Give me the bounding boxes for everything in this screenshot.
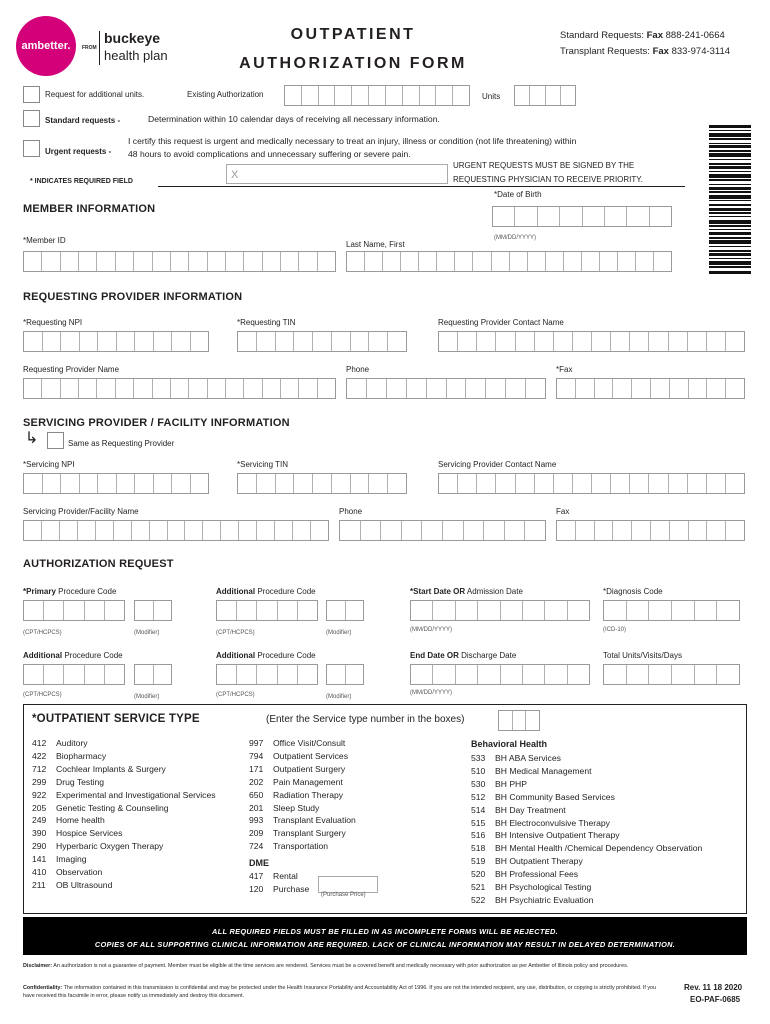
service-label: BH Medical Management — [495, 765, 592, 776]
service-type-item — [471, 894, 702, 907]
servicing-fax-input[interactable] — [556, 520, 745, 541]
service-type-item — [249, 789, 356, 802]
additional-proc-label-2: Additional Procedure Code — [23, 651, 123, 660]
transplant-fax: Transplant Requests: Fax 833-974-3114 — [560, 46, 731, 57]
dme-list — [249, 870, 309, 896]
member-name-label: Last Name, First — [346, 240, 405, 249]
revision: Rev. 11 18 2020 — [684, 983, 743, 992]
requesting-npi-input[interactable] — [23, 331, 209, 352]
urgent-label: Urgent requests - — [45, 147, 112, 156]
form-id: EO-PAF-0685 — [690, 995, 741, 1004]
urgent-text-1: I certify this request is urgent and medically necessary to treat an injury, illness or condition (not life threatening) within — [128, 136, 577, 146]
service-code: 417 — [249, 871, 264, 881]
service-type-item — [32, 802, 216, 815]
signature-x: X — [231, 169, 239, 181]
service-type-item — [471, 855, 702, 868]
service-code: 997 — [249, 738, 264, 748]
service-code: 922 — [32, 789, 47, 800]
service-type-item — [249, 840, 356, 853]
service-type-item — [249, 827, 356, 840]
auth-request-heading: AUTHORIZATION REQUEST — [23, 558, 174, 570]
service-type-item — [471, 752, 702, 765]
dob-input[interactable] — [492, 206, 672, 227]
servicing-provider-heading: SERVICING PROVIDER / FACILITY INFORMATION — [23, 417, 290, 429]
service-type-item — [32, 789, 216, 802]
service-type-item — [32, 737, 216, 750]
service-type-item — [249, 737, 356, 750]
service-code: 422 — [32, 750, 47, 761]
diagnosis-label: *Diagnosis Code — [603, 587, 663, 596]
urgent-sign-1: URGENT REQUESTS MUST BE SIGNED BY THE — [453, 161, 635, 170]
service-type-item — [32, 853, 216, 866]
member-info-heading: MEMBER INFORMATION — [23, 203, 156, 215]
additional-units-checkbox[interactable] — [23, 86, 40, 103]
service-code: 201 — [249, 802, 264, 813]
service-label: Rental — [273, 871, 298, 881]
service-label: Outpatient Surgery — [273, 763, 346, 774]
service-code: 202 — [249, 776, 264, 787]
same-as-requesting-checkbox[interactable] — [47, 432, 64, 449]
disclaimer: Disclaimer: An authorization is not a guarantee of payment. Member must be eligible at the time services are rendered. Services must be a covered benefit and medically necessary with prior authorization as per Ambetter of Illinois policy and procedures. — [23, 963, 629, 969]
existing-auth-input[interactable] — [284, 85, 470, 106]
service-label: Purchase — [273, 883, 310, 894]
service-type-item — [249, 763, 356, 776]
service-label: Drug Testing — [56, 776, 105, 787]
service-label: BH Professional Fees — [495, 869, 579, 880]
member-name-input[interactable] — [346, 251, 672, 272]
requesting-contact-label: Requesting Provider Contact Name — [438, 318, 564, 327]
primary-cpt-hint: (CPT/HCPCS) — [23, 630, 62, 636]
servicing-name-label: Servicing Provider/Facility Name — [23, 507, 139, 516]
same-as-requesting-label: Same as Requesting Provider — [68, 439, 175, 448]
purchase-price-hint: (Purchase Price) — [321, 892, 366, 898]
icd-hint: (ICD-10) — [603, 627, 627, 633]
service-label: Transplant Surgery — [273, 828, 346, 839]
service-type-item — [32, 827, 216, 840]
required-note: * INDICATES REQUIRED FIELD — [30, 178, 133, 185]
service-label: OB Ultrasound — [56, 879, 113, 890]
service-label: BH PHP — [495, 778, 527, 789]
service-code: 249 — [32, 815, 47, 826]
partner-line2: health plan — [104, 48, 168, 63]
ambetter-logo — [16, 16, 76, 76]
service-label: Transportation — [273, 841, 329, 852]
service-label: BH Electroconvulsive Therapy — [495, 817, 610, 828]
service-code: 520 — [471, 869, 486, 880]
existing-auth-label: Existing Authorization — [187, 90, 264, 99]
end-date-label: End Date OR Discharge Date — [410, 651, 517, 660]
partner-line1: buckeye — [104, 30, 161, 46]
requesting-provider-heading: REQUESTING PROVIDER INFORMATION — [23, 291, 243, 303]
requesting-tin-input[interactable] — [237, 331, 407, 352]
service-code: 522 — [471, 894, 486, 905]
service-type-item — [471, 791, 702, 804]
service-code: 205 — [32, 802, 47, 813]
service-label: Genetic Testing & Counseling — [56, 802, 169, 813]
service-code: 390 — [32, 828, 47, 839]
form-title-line2: AUTHORIZATION FORM — [239, 55, 467, 72]
servicing-contact-input[interactable] — [438, 473, 745, 494]
additional-proc-label-1: Additional Procedure Code — [216, 587, 316, 596]
service-type-instruction: (Enter the Service type number in the boxes) — [266, 714, 465, 725]
start-date-label: *Start Date OR Admission Date — [410, 587, 523, 596]
additional-proc-input-3[interactable] — [216, 664, 318, 685]
additional-proc-label-3: Additional Procedure Code — [216, 651, 316, 660]
dob-format: (MM/DD/YYYY) — [494, 235, 536, 241]
requesting-phone-input[interactable] — [346, 378, 546, 399]
total-units-input[interactable] — [603, 664, 740, 685]
units-input[interactable] — [514, 85, 576, 106]
requesting-fax-input[interactable] — [556, 378, 745, 399]
service-code: 516 — [471, 830, 486, 841]
service-code: 519 — [471, 856, 486, 867]
service-label: BH Day Treatment — [495, 804, 566, 815]
additional-modifier-hint-3: (Modifier) — [326, 694, 352, 700]
service-code: 410 — [32, 867, 47, 878]
service-code: 412 — [32, 738, 47, 748]
service-label: Radiation Therapy — [273, 789, 344, 800]
additional-modifier-hint-2: (Modifier) — [134, 694, 160, 700]
service-list-col1 — [32, 737, 216, 892]
service-code: 521 — [471, 882, 486, 893]
urgent-sign-2: REQUESTING PHYSICIAN TO RECEIVE PRIORITY. — [453, 175, 643, 184]
service-type-item — [249, 802, 356, 815]
service-code: 290 — [32, 841, 47, 852]
service-type-item — [32, 840, 216, 853]
service-label: BH ABA Services — [495, 753, 561, 763]
urgent-request-checkbox[interactable] — [23, 140, 40, 157]
service-code: 171 — [249, 763, 264, 774]
member-id-label: *Member ID — [23, 236, 66, 245]
arrow-icon: ↳ — [25, 430, 39, 447]
banner-line2: COPIES OF ALL SUPPORTING CLINICAL INFORMATION ARE REQUIRED. LACK OF CLINICAL INFORMATION MAY RESULT IN DELAYED DETERMINATION. — [94, 940, 676, 949]
service-type-item — [32, 750, 216, 763]
service-type-item — [471, 829, 702, 842]
additional-modifier-input-3[interactable] — [326, 664, 364, 685]
service-code: 141 — [32, 854, 47, 865]
standard-text: Determination within 10 calendar days of receiving all necessary information. — [148, 114, 440, 124]
service-label: BH Mental Health /Chemical Dependency Observation — [495, 843, 703, 854]
start-date-hint: (MM/DD/YYYY) — [410, 627, 452, 633]
member-id-input[interactable] — [23, 251, 336, 272]
logo-text: ambetter. — [21, 40, 71, 52]
service-type-item — [32, 879, 216, 892]
servicing-phone-label: Phone — [339, 507, 363, 516]
start-date-input[interactable] — [410, 600, 590, 621]
form-title-line1: OUTPATIENT — [290, 26, 416, 43]
purchase-price-input[interactable] — [318, 876, 378, 893]
additional-units-label: Request for additional units. — [45, 90, 145, 99]
service-code: 650 — [249, 789, 264, 800]
service-code: 512 — [471, 791, 486, 802]
additional-modifier-input-2[interactable] — [134, 664, 172, 685]
servicing-name-input[interactable] — [23, 520, 329, 541]
service-type-item — [32, 866, 216, 879]
service-type-item — [249, 814, 356, 827]
requesting-npi-label: *Requesting NPI — [23, 318, 83, 327]
service-code: 712 — [32, 763, 47, 774]
service-code: 515 — [471, 817, 486, 828]
requesting-contact-input[interactable] — [438, 331, 745, 352]
service-type-item — [32, 776, 216, 789]
service-code: 993 — [249, 815, 264, 826]
service-type-input[interactable] — [498, 710, 540, 731]
primary-modifier-hint: (Modifier) — [134, 630, 160, 636]
standard-label: Standard requests - — [45, 116, 121, 125]
service-label: Outpatient Services — [273, 750, 348, 761]
service-label: Hospice Services — [56, 828, 123, 839]
dob-label: *Date of Birth — [494, 190, 542, 199]
requesting-tin-label: *Requesting TIN — [237, 318, 296, 327]
service-code: 794 — [249, 750, 264, 761]
service-type-item — [32, 763, 216, 776]
from-label: FROM — [82, 45, 97, 51]
service-type-item — [249, 776, 356, 789]
additional-proc-input-1[interactable] — [216, 600, 318, 621]
service-type-item — [471, 804, 702, 817]
service-code: 518 — [471, 843, 486, 854]
primary-modifier-input[interactable] — [134, 600, 172, 621]
service-label: Hyperbaric Oxygen Therapy — [56, 841, 164, 852]
servicing-npi-label: *Servicing NPI — [23, 460, 75, 469]
service-label: BH Intensive Outpatient Therapy — [495, 830, 620, 841]
service-code: 211 — [32, 879, 46, 890]
service-label: Sleep Study — [273, 802, 320, 813]
requesting-fax-label: *Fax — [556, 365, 573, 374]
dme-heading: DME — [249, 858, 269, 868]
servicing-phone-input[interactable] — [339, 520, 546, 541]
service-label: Transplant Evaluation — [273, 815, 356, 826]
diagnosis-input[interactable] — [603, 600, 740, 621]
additional-proc-input-2[interactable] — [23, 664, 125, 685]
urgent-text-2: 48 hours to avoid complications and unnecessary suffering or severe pain. — [128, 149, 411, 159]
service-type-item — [471, 778, 702, 791]
service-type-item — [249, 870, 309, 883]
end-date-input[interactable] — [410, 664, 590, 685]
service-code: 299 — [32, 776, 47, 787]
standard-request-checkbox[interactable] — [23, 110, 40, 127]
service-label: BH Outpatient Therapy — [495, 856, 583, 867]
service-code: 724 — [249, 841, 264, 852]
service-label: Home health — [56, 815, 105, 826]
service-label: Imaging — [56, 854, 87, 865]
service-type-item — [32, 814, 216, 827]
servicing-npi-input[interactable] — [23, 473, 209, 494]
additional-cpt-hint-3: (CPT/HCPCS) — [216, 692, 255, 698]
requesting-phone-label: Phone — [346, 365, 370, 374]
primary-proc-label: *Primary Procedure Code — [23, 587, 117, 596]
logo-divider — [99, 31, 100, 65]
service-code: 514 — [471, 804, 486, 815]
service-label: BH Community Based Services — [495, 791, 615, 802]
additional-modifier-hint-1: (Modifier) — [326, 630, 352, 636]
service-type-item — [249, 883, 309, 896]
confidentiality: Confidentiality: The information contained in this transmission is confidential and may be protected under the Health Insurance Portability and Accountability Act of 1996. If you are not the intended recipient, any use, distribution, or copying is strictly prohibited. If you have received this facsimile in error, please notify us immediately and destroy this document. — [23, 985, 657, 999]
service-code: 530 — [471, 778, 486, 789]
barcode — [709, 125, 751, 325]
requesting-name-input[interactable] — [23, 378, 336, 399]
service-type-item — [471, 765, 702, 778]
servicing-tin-label: *Servicing TIN — [237, 460, 288, 469]
additional-modifier-input-1[interactable] — [326, 600, 364, 621]
service-label: BH Psychological Testing — [495, 882, 592, 893]
service-label: Observation — [56, 867, 103, 878]
end-date-hint: (MM/DD/YYYY) — [410, 690, 452, 696]
service-code: 510 — [471, 765, 486, 776]
service-label: Pain Management — [273, 776, 343, 787]
additional-cpt-hint-1: (CPT/HCPCS) — [216, 630, 255, 636]
primary-proc-input[interactable] — [23, 600, 125, 621]
service-label: Cochlear Implants & Surgery — [56, 763, 166, 774]
signature-rule — [158, 186, 685, 187]
total-units-label: Total Units/Visits/Days — [603, 651, 682, 660]
standard-fax: Standard Requests: Fax 888-241-0664 — [560, 30, 725, 41]
requesting-name-label: Requesting Provider Name — [23, 365, 120, 374]
service-type-item — [471, 817, 702, 830]
servicing-contact-label: Servicing Provider Contact Name — [438, 460, 557, 469]
service-type-item — [471, 842, 702, 855]
service-label: BH Psychiatric Evaluation — [495, 894, 594, 905]
service-label: Office Visit/Consult — [273, 738, 346, 748]
service-type-item — [249, 750, 356, 763]
units-label: Units — [482, 92, 501, 101]
warning-banner — [23, 917, 747, 955]
service-list-col2 — [249, 737, 356, 853]
service-label: Auditory — [56, 738, 88, 748]
service-code: 209 — [249, 828, 264, 839]
banner-line1: ALL REQUIRED FIELDS MUST BE FILLED IN AS INCOMPLETE FORMS WILL BE REJECTED. — [212, 927, 558, 936]
service-type-heading: *OUTPATIENT SERVICE TYPE — [32, 713, 200, 725]
bh-heading: Behavioral Health — [471, 739, 548, 749]
additional-cpt-hint-2: (CPT/HCPCS) — [23, 692, 62, 698]
service-code: 120 — [249, 883, 264, 894]
service-label: Biopharmacy — [56, 750, 107, 761]
service-type-item — [471, 881, 702, 894]
signature-box[interactable] — [226, 164, 448, 184]
service-type-item — [471, 868, 702, 881]
service-code: 533 — [471, 753, 486, 763]
servicing-fax-label: Fax — [556, 507, 570, 516]
service-label: Experimental and Investigational Services — [56, 789, 216, 800]
servicing-tin-input[interactable] — [237, 473, 407, 494]
bh-list — [471, 752, 702, 907]
